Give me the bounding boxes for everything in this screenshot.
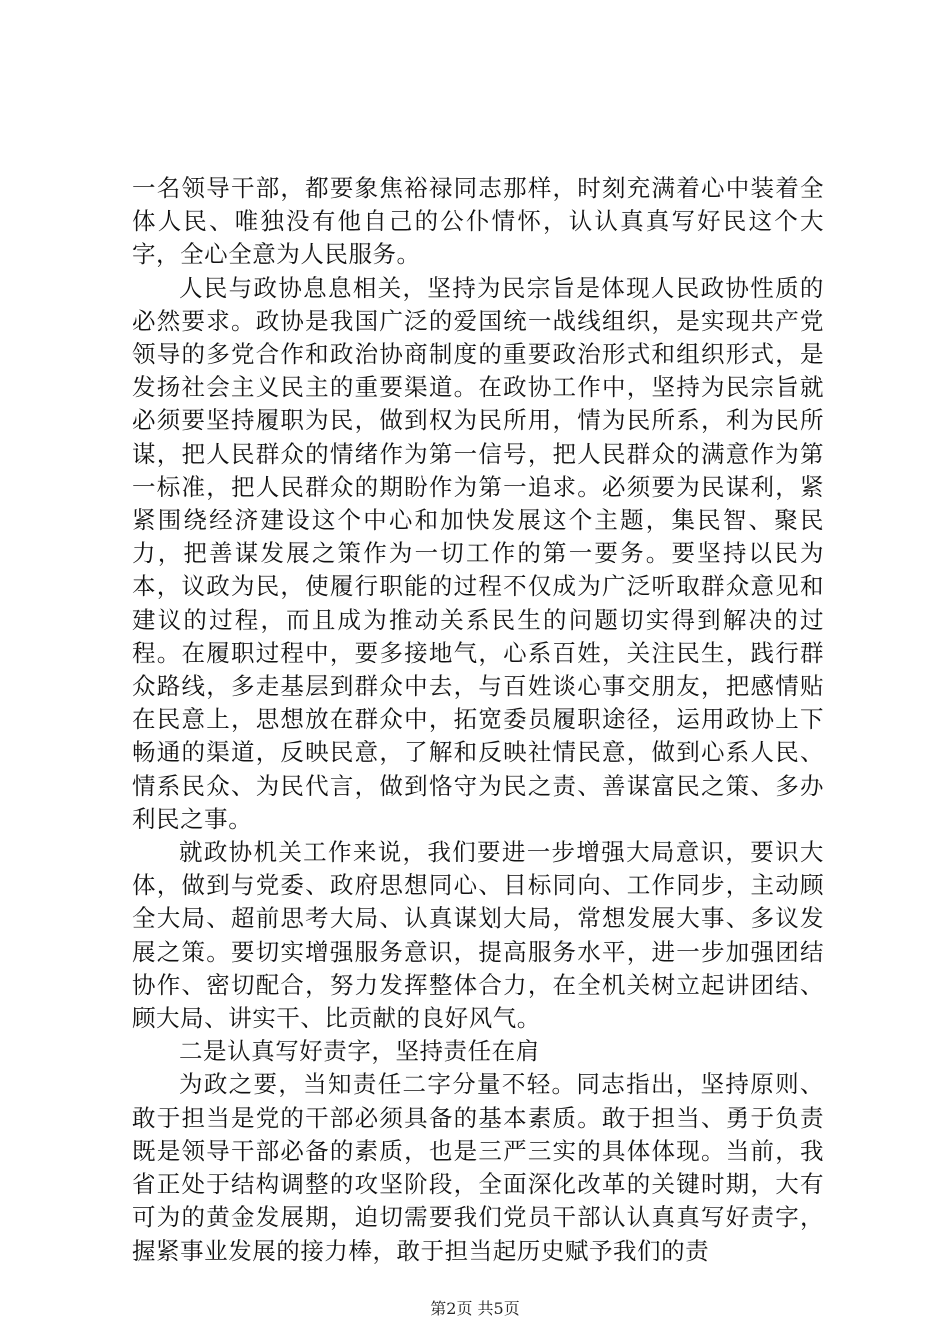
document-body [132,172,824,1268]
page-number-footer: 第2页 共5页 [430,1299,520,1318]
paragraph-3: 就政协机关工作来说，我们要进一步增强大局意识，要识大体，做到与党委、政府思想同心、目标同向、工作同步，主动顾全大局、超前思考大局、认真谋划大局，常想发展大事、多议发展之策。要切实增强服务意识，提高服务水平，进一步加强团结协作、密切配合，努力发挥整体合力，在全机关树立起讲团结、顾大局、讲实干、比贡献的良好风气。 [132,838,824,1033]
paragraph-1: 一名领导干部，都要象焦裕禄同志那样，时刻充满着心中装着全体人民、唯独没有他自己的公仆情怀，认认真真写好民这个大字，全心全意为人民服务。 [132,174,824,269]
paragraph-4: 为政之要，当知责任二字分量不轻。同志指出，坚持原则、敢于担当是党的干部必须具备的基本素质。敢于担当、勇于负责既是领导干部必备的素质，也是三严三实的具体体现。当前，我省正处于结构调整的攻坚阶段，全面深化改革的关键时期，大有可为的黄金发展期，迫切需要我们党员干部认认真真写好责字，握紧事业发展的接力棒，敢于担当起历史赋予我们的责 [132,1070,824,1265]
paragraph-2: 人民与政协息息相关，坚持为民宗旨是体现人民政协性质的必然要求。政协是我国广泛的爱国统一战线组织，是实现共产党领导的多党合作和政治协商制度的重要政治形式和组织形式，是发扬社会主义民主的重要渠道。在政协工作中，坚持为民宗旨就必须要坚持履职为民，做到权为民所用，情为民所系，利为民所谋，把人民群众的情绪作为第一信号，把人民群众的满意作为第一标准，把人民群众的期盼作为第一追求。必须要为民谋利，紧紧围绕经济建设这个中心和加快发展这个主题，集民智、聚民力，把善谋发展之策作为一切工作的第一要务。要坚持以民为本，议政为民，使履行职能的过程不仅成为广泛听取群众意见和建议的过程，而且成为推动关系民生的问题切实得到解决的过程。在履职过程中，要多接地气，心系百姓，关注民生，践行群众路线，多走基层到群众中去，与百姓谈心事交朋友，把感情贴在民意上，思想放在群众中，拓宽委员履职途径，运用政协上下畅通的渠道，反映民意，了解和反映社情民意，做到心系人民、情系民众、为民代言，做到恪守为民之责、善谋富民之策、多办利民之事。 [132,273,824,833]
section-heading: 二是认真写好责字，坚持责任在肩 [179,1037,540,1066]
